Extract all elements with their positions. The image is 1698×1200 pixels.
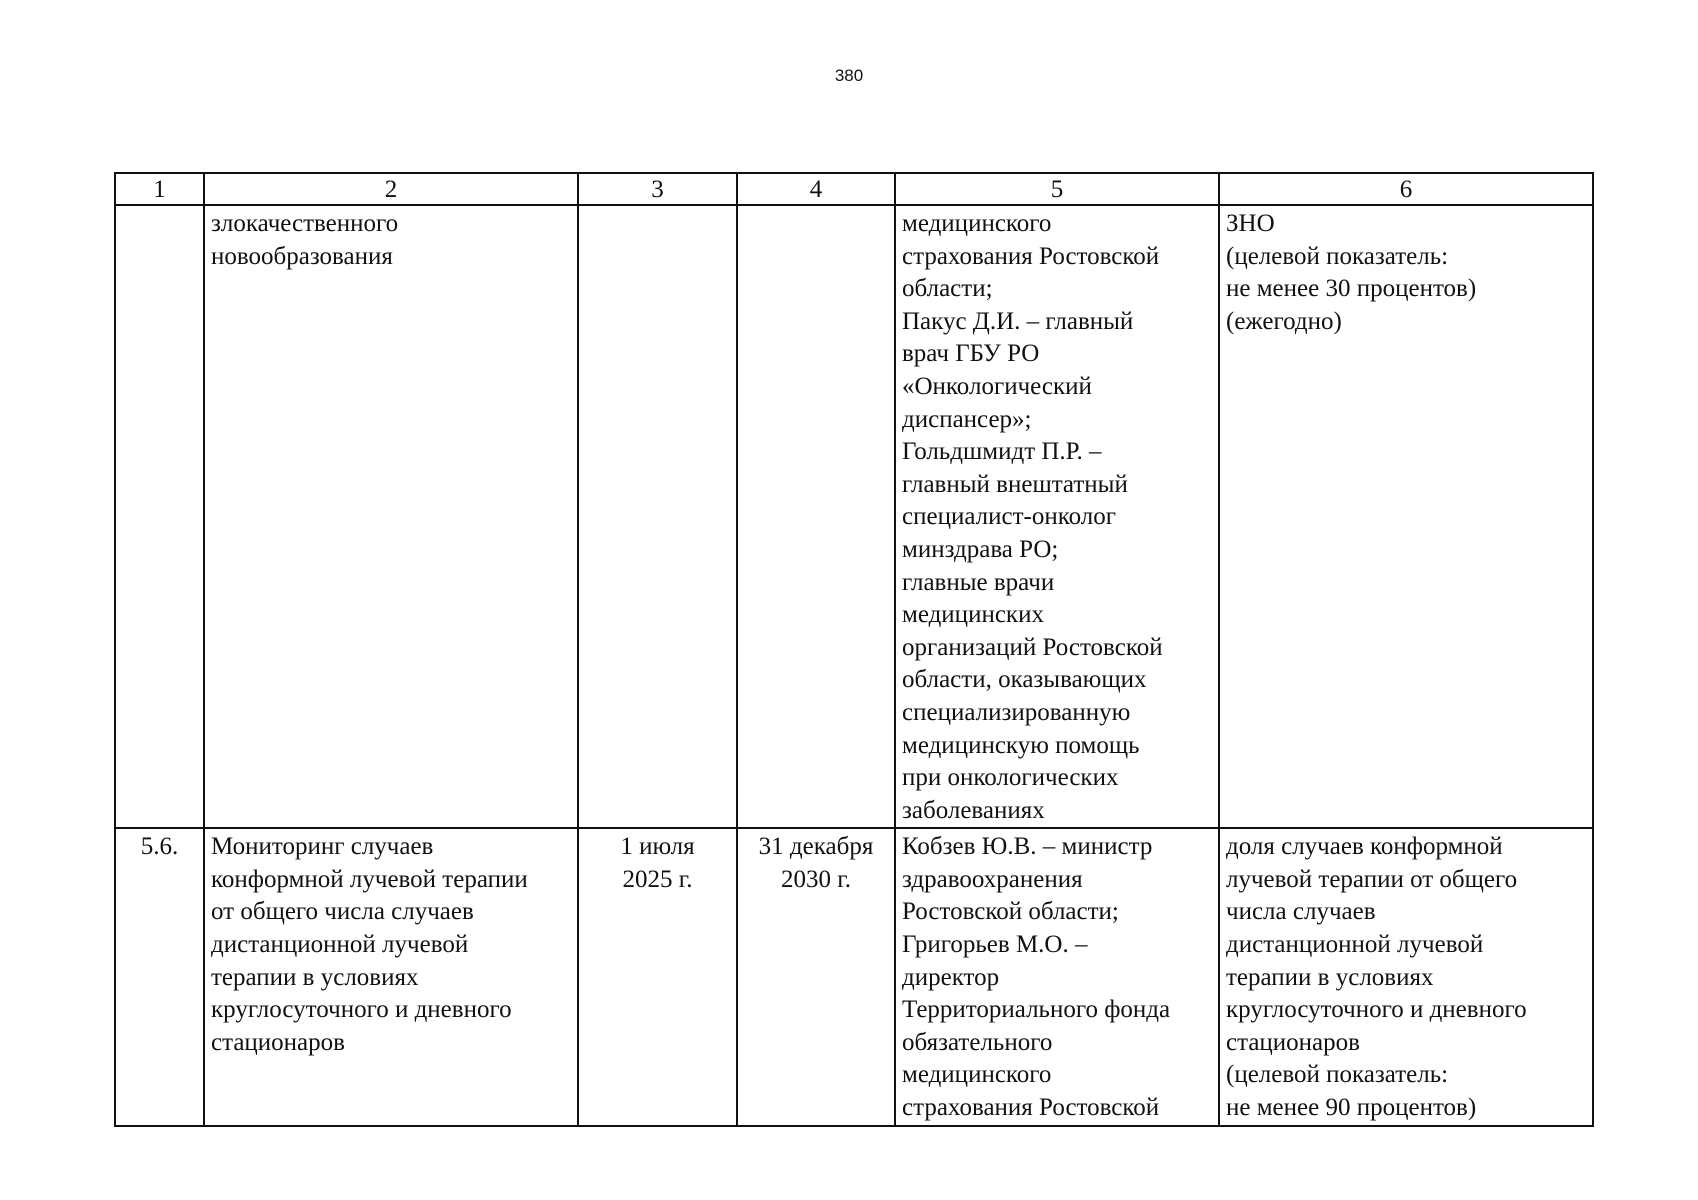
cell-text-line: медицинского bbox=[902, 210, 1052, 237]
table-row bbox=[115, 205, 1593, 828]
activity-cell bbox=[204, 828, 578, 1125]
page-number: 380 bbox=[834, 66, 864, 85]
cell-text-line: (ежегодно) bbox=[1226, 307, 1342, 335]
end-date-cell bbox=[737, 828, 895, 1125]
result-cell bbox=[1219, 205, 1593, 828]
cell-text-line: круглосуточного и дневного bbox=[211, 996, 512, 1024]
cell-text-line: области, оказывающих bbox=[902, 666, 1147, 694]
cell-text-line: «Онкологический bbox=[902, 372, 1092, 400]
cell-text-line: медицинских bbox=[902, 601, 1044, 629]
responsible-cell bbox=[895, 205, 1219, 828]
cell-text-line: специализированную bbox=[902, 698, 1131, 726]
cell-text-line: минздрава РО; bbox=[902, 535, 1059, 563]
start-date-cell bbox=[578, 828, 737, 1125]
cell-text-line: диспансер»; bbox=[902, 405, 1032, 433]
cell-text-line: лучевой терапии от общего bbox=[1226, 865, 1518, 893]
cell-text-line: здравоохранения bbox=[902, 865, 1083, 893]
result-cell bbox=[1219, 828, 1593, 1125]
cell-text-line: главный внештатный bbox=[902, 470, 1128, 498]
end-date-cell bbox=[737, 205, 895, 828]
cell-text-line: не менее 90 процентов) bbox=[1226, 1094, 1477, 1122]
cell-text-line: числа случаев bbox=[1226, 898, 1376, 926]
header-cell-3: 3 bbox=[578, 173, 737, 205]
cell-text-line: ЗНО bbox=[1226, 210, 1275, 237]
cell-text-line: не менее 30 процентов) bbox=[1226, 275, 1477, 303]
cell-text-line: Пакус Д.И. – главный bbox=[902, 307, 1134, 335]
cell-text-line: стационаров bbox=[211, 1028, 345, 1056]
cell-text-line: специалист-онколог bbox=[902, 503, 1117, 531]
table-header-row bbox=[115, 173, 1593, 205]
cell-text-line: (целевой показатель: bbox=[1226, 1061, 1449, 1089]
cell-text-line: медицинского bbox=[902, 1061, 1052, 1089]
item-number-cell bbox=[115, 205, 204, 828]
responsible-cell bbox=[895, 828, 1219, 1125]
cell-text-line: медицинскую помощь bbox=[902, 731, 1140, 759]
cell-text-line: конформной лучевой терапии bbox=[211, 865, 528, 893]
cell-text-line: заболеваниях bbox=[902, 796, 1045, 824]
cell-text-line: при онкологических bbox=[902, 764, 1119, 792]
header-cell-6: 6 bbox=[1219, 173, 1593, 205]
cell-text-line: 2025 г. bbox=[622, 865, 693, 893]
cell-text-line: области; bbox=[902, 275, 993, 303]
cell-text-line: дистанционной лучевой bbox=[1226, 931, 1484, 959]
header-cell-2: 2 bbox=[204, 173, 578, 205]
cell-text-line: организаций Ростовской bbox=[902, 633, 1163, 661]
cell-text-line: злокачественного bbox=[211, 210, 399, 237]
cell-text-line: дистанционной лучевой bbox=[211, 931, 469, 959]
header-cell-1: 1 bbox=[115, 173, 204, 205]
activity-cell bbox=[204, 205, 578, 828]
cell-text-line: Мониторинг случаев bbox=[211, 833, 434, 861]
header-cell-4: 4 bbox=[737, 173, 895, 205]
cell-text-line: новообразования bbox=[211, 242, 393, 270]
cell-text-line: врач ГБУ РО bbox=[902, 340, 1040, 368]
cell-text-line: страхования Ростовской bbox=[902, 242, 1160, 270]
cell-text-line: 1 июля bbox=[620, 833, 695, 861]
cell-text-line: Григорьев М.О. – bbox=[902, 931, 1088, 959]
cell-text-line: стационаров bbox=[1226, 1028, 1360, 1056]
cell-text-line: Гольдшмидт П.Р. – bbox=[902, 438, 1102, 466]
cell-text-line: обязательного bbox=[902, 1028, 1053, 1056]
plan-table bbox=[114, 172, 1594, 1127]
table-row bbox=[115, 828, 1593, 1125]
cell-text-line: терапии в условиях bbox=[1226, 963, 1434, 991]
item-number-cell: 5.6. bbox=[115, 828, 204, 1125]
cell-text-line: директор bbox=[902, 963, 1000, 991]
cell-text-line: главные врачи bbox=[902, 568, 1055, 596]
cell-text-line: (целевой показатель: bbox=[1226, 242, 1449, 270]
cell-text-line: от общего числа случаев bbox=[211, 898, 474, 926]
cell-text-line: 31 декабря bbox=[758, 833, 874, 861]
cell-text-line: доля случаев конформной bbox=[1226, 833, 1503, 861]
cell-text-line: 2030 г. bbox=[781, 865, 851, 893]
cell-text-line: Кобзев Ю.В. – министр bbox=[902, 833, 1153, 861]
start-date-cell bbox=[578, 205, 737, 828]
cell-text-line: страхования Ростовской bbox=[902, 1094, 1160, 1122]
cell-text-line: Территориального фонда bbox=[902, 996, 1171, 1024]
cell-text-line: круглосуточного и дневного bbox=[1226, 996, 1527, 1024]
cell-text-line: терапии в условиях bbox=[211, 963, 419, 991]
header-cell-5: 5 bbox=[895, 173, 1219, 205]
cell-text-line: Ростовской области; bbox=[902, 898, 1119, 926]
